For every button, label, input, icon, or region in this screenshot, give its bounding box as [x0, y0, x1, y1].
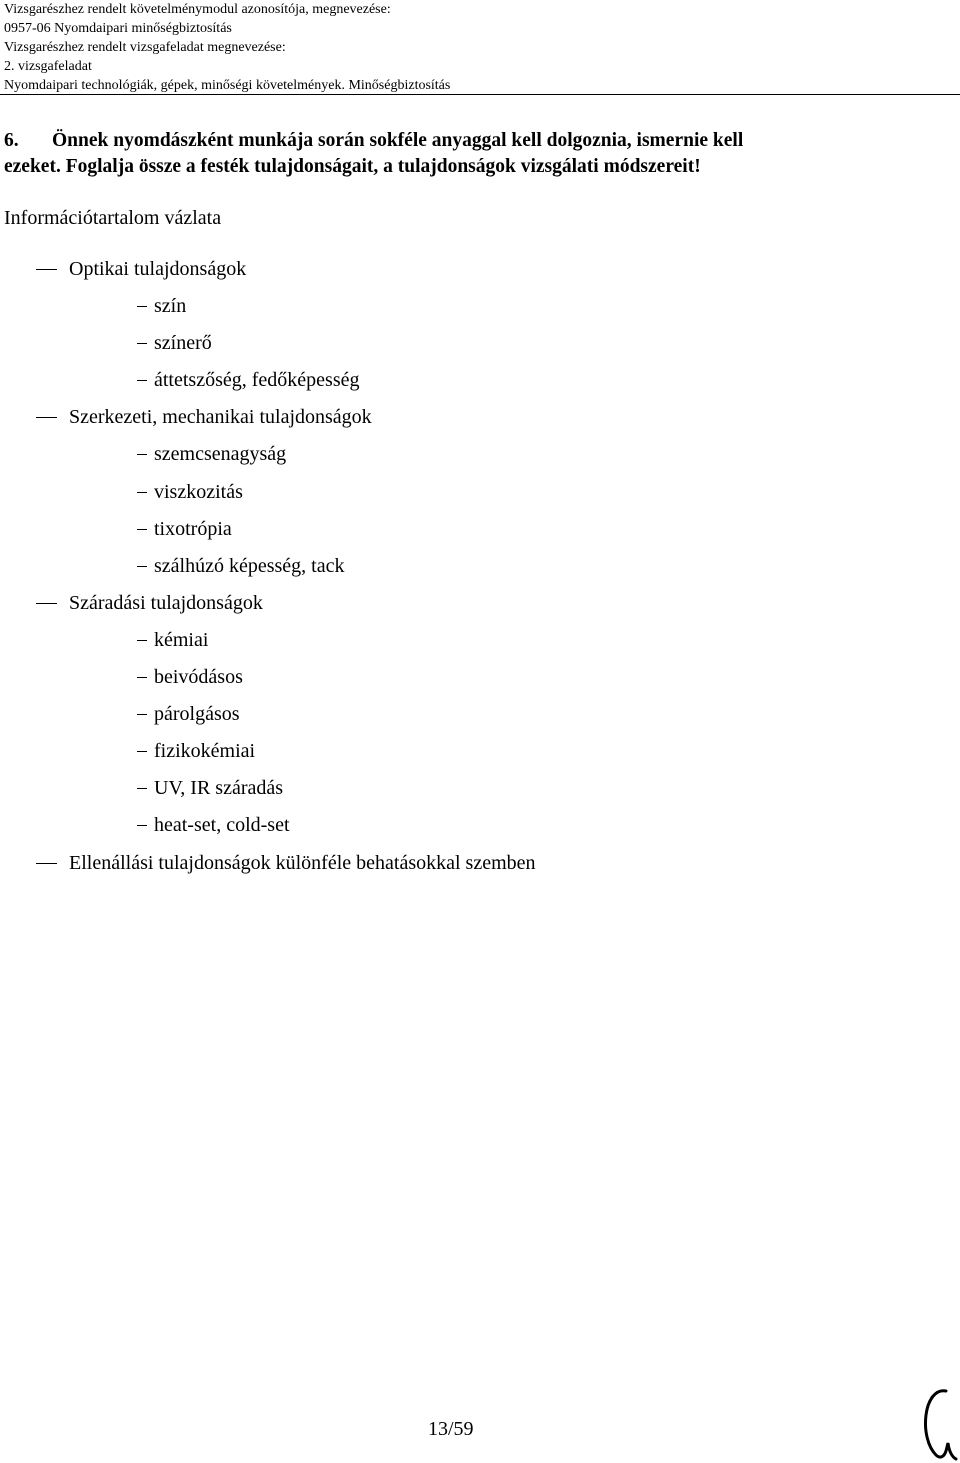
outline-subitem: [0, 770, 960, 807]
dash-bullet-icon: [137, 677, 147, 678]
outline-subitem: [0, 325, 960, 362]
outline-item-text: viszkozitás: [154, 480, 243, 503]
header-line-task-label: Vizsgarészhez rendelt vizsgafeladat megnevezése:: [4, 40, 286, 55]
outline-subitem: [0, 288, 960, 325]
outline-item: [0, 845, 960, 882]
dash-bullet-icon: [137, 788, 147, 789]
outline-item-text: Szerkezeti, mechanikai tulajdonságok: [69, 406, 372, 429]
outline-item-text: Száradási tulajdonságok: [69, 591, 263, 614]
outline-item-text: Optikai tulajdonságok: [69, 258, 247, 280]
dash-bullet-icon: [36, 269, 57, 270]
outline-subitem: [0, 696, 960, 733]
outline-heading: Információtartalom vázlata: [4, 207, 222, 229]
outline-item-text: szálhúzó képesség, tack: [154, 554, 345, 577]
outline-item: [0, 585, 960, 622]
header-line-module-label: Vizsgarészhez rendelt követelménymodul azonosítója, megnevezése:: [4, 2, 391, 17]
outline-item-text: heat-set, cold-set: [154, 814, 290, 837]
dash-bullet-icon: [137, 492, 147, 493]
outline-item-text: szemcsenagyság: [154, 443, 287, 466]
outline-item-text: színerő: [154, 332, 212, 355]
page-number: 13/59: [428, 1418, 474, 1440]
question-text-line-1: Önnek nyomdászként munkája során sokféle anyaggal kell dolgoznia, ismernie kell: [52, 130, 744, 151]
outline-subitem: [0, 362, 960, 399]
outline-subitem: [0, 807, 960, 844]
outline-subitem: [0, 733, 960, 770]
outline-item-text: párolgásos: [154, 703, 240, 726]
outline-item: [0, 251, 960, 288]
outline-subitem: [0, 511, 960, 548]
dash-bullet-icon: [137, 825, 147, 826]
outline-subitem: [0, 659, 960, 696]
dash-bullet-icon: [36, 863, 57, 864]
outline-item-text: tixotrópia: [154, 517, 232, 540]
outline-item-text: beivódásos: [154, 666, 243, 689]
outline-subitem: [0, 622, 960, 659]
dash-bullet-icon: [137, 751, 147, 752]
outline-subitem: [0, 548, 960, 585]
dash-bullet-icon: [137, 380, 147, 381]
outline-item-text: fizikokémiai: [154, 740, 256, 763]
header-line-task-name: 2. vizsgafeladat: [4, 59, 92, 74]
outline-item-text: áttetszőség, fedőképesség: [154, 369, 360, 392]
header-divider: [0, 94, 960, 95]
outline-item-text: kémiai: [154, 628, 209, 651]
dash-bullet-icon: [137, 454, 147, 455]
dash-bullet-icon: [137, 529, 147, 530]
question-text-line-2: ezeket. Foglalja össze a festék tulajdonságait, a tulajdonságok vizsgálati módszereit!: [4, 156, 701, 177]
question-block: [4, 128, 904, 180]
dash-bullet-icon: [137, 714, 147, 715]
dash-bullet-icon: [137, 640, 147, 641]
outline-subitem: [0, 436, 960, 473]
outline-list: [0, 251, 960, 882]
outline-subitem: [0, 474, 960, 511]
dash-bullet-icon: [36, 603, 57, 604]
document-header: [4, 0, 450, 95]
signature-mark: [918, 1385, 958, 1463]
dash-bullet-icon: [137, 343, 147, 344]
dash-bullet-icon: [137, 566, 147, 567]
outline-item-text: UV, IR száradás: [154, 777, 284, 800]
header-line-module-name: 0957-06 Nyomdaipari minőségbiztosítás: [4, 21, 232, 36]
header-line-topic: Nyomdaipari technológiák, gépek, minőségi követelmények. Minőségbiztosítás: [4, 78, 451, 93]
outline-item: [0, 399, 960, 436]
outline-item-text: Ellenállási tulajdonságok különféle behatásokkal szemben: [69, 851, 536, 874]
dash-bullet-icon: [137, 306, 147, 307]
dash-bullet-icon: [36, 417, 57, 418]
question-number: 6.: [4, 130, 19, 151]
outline-item-text: szín: [154, 295, 187, 318]
